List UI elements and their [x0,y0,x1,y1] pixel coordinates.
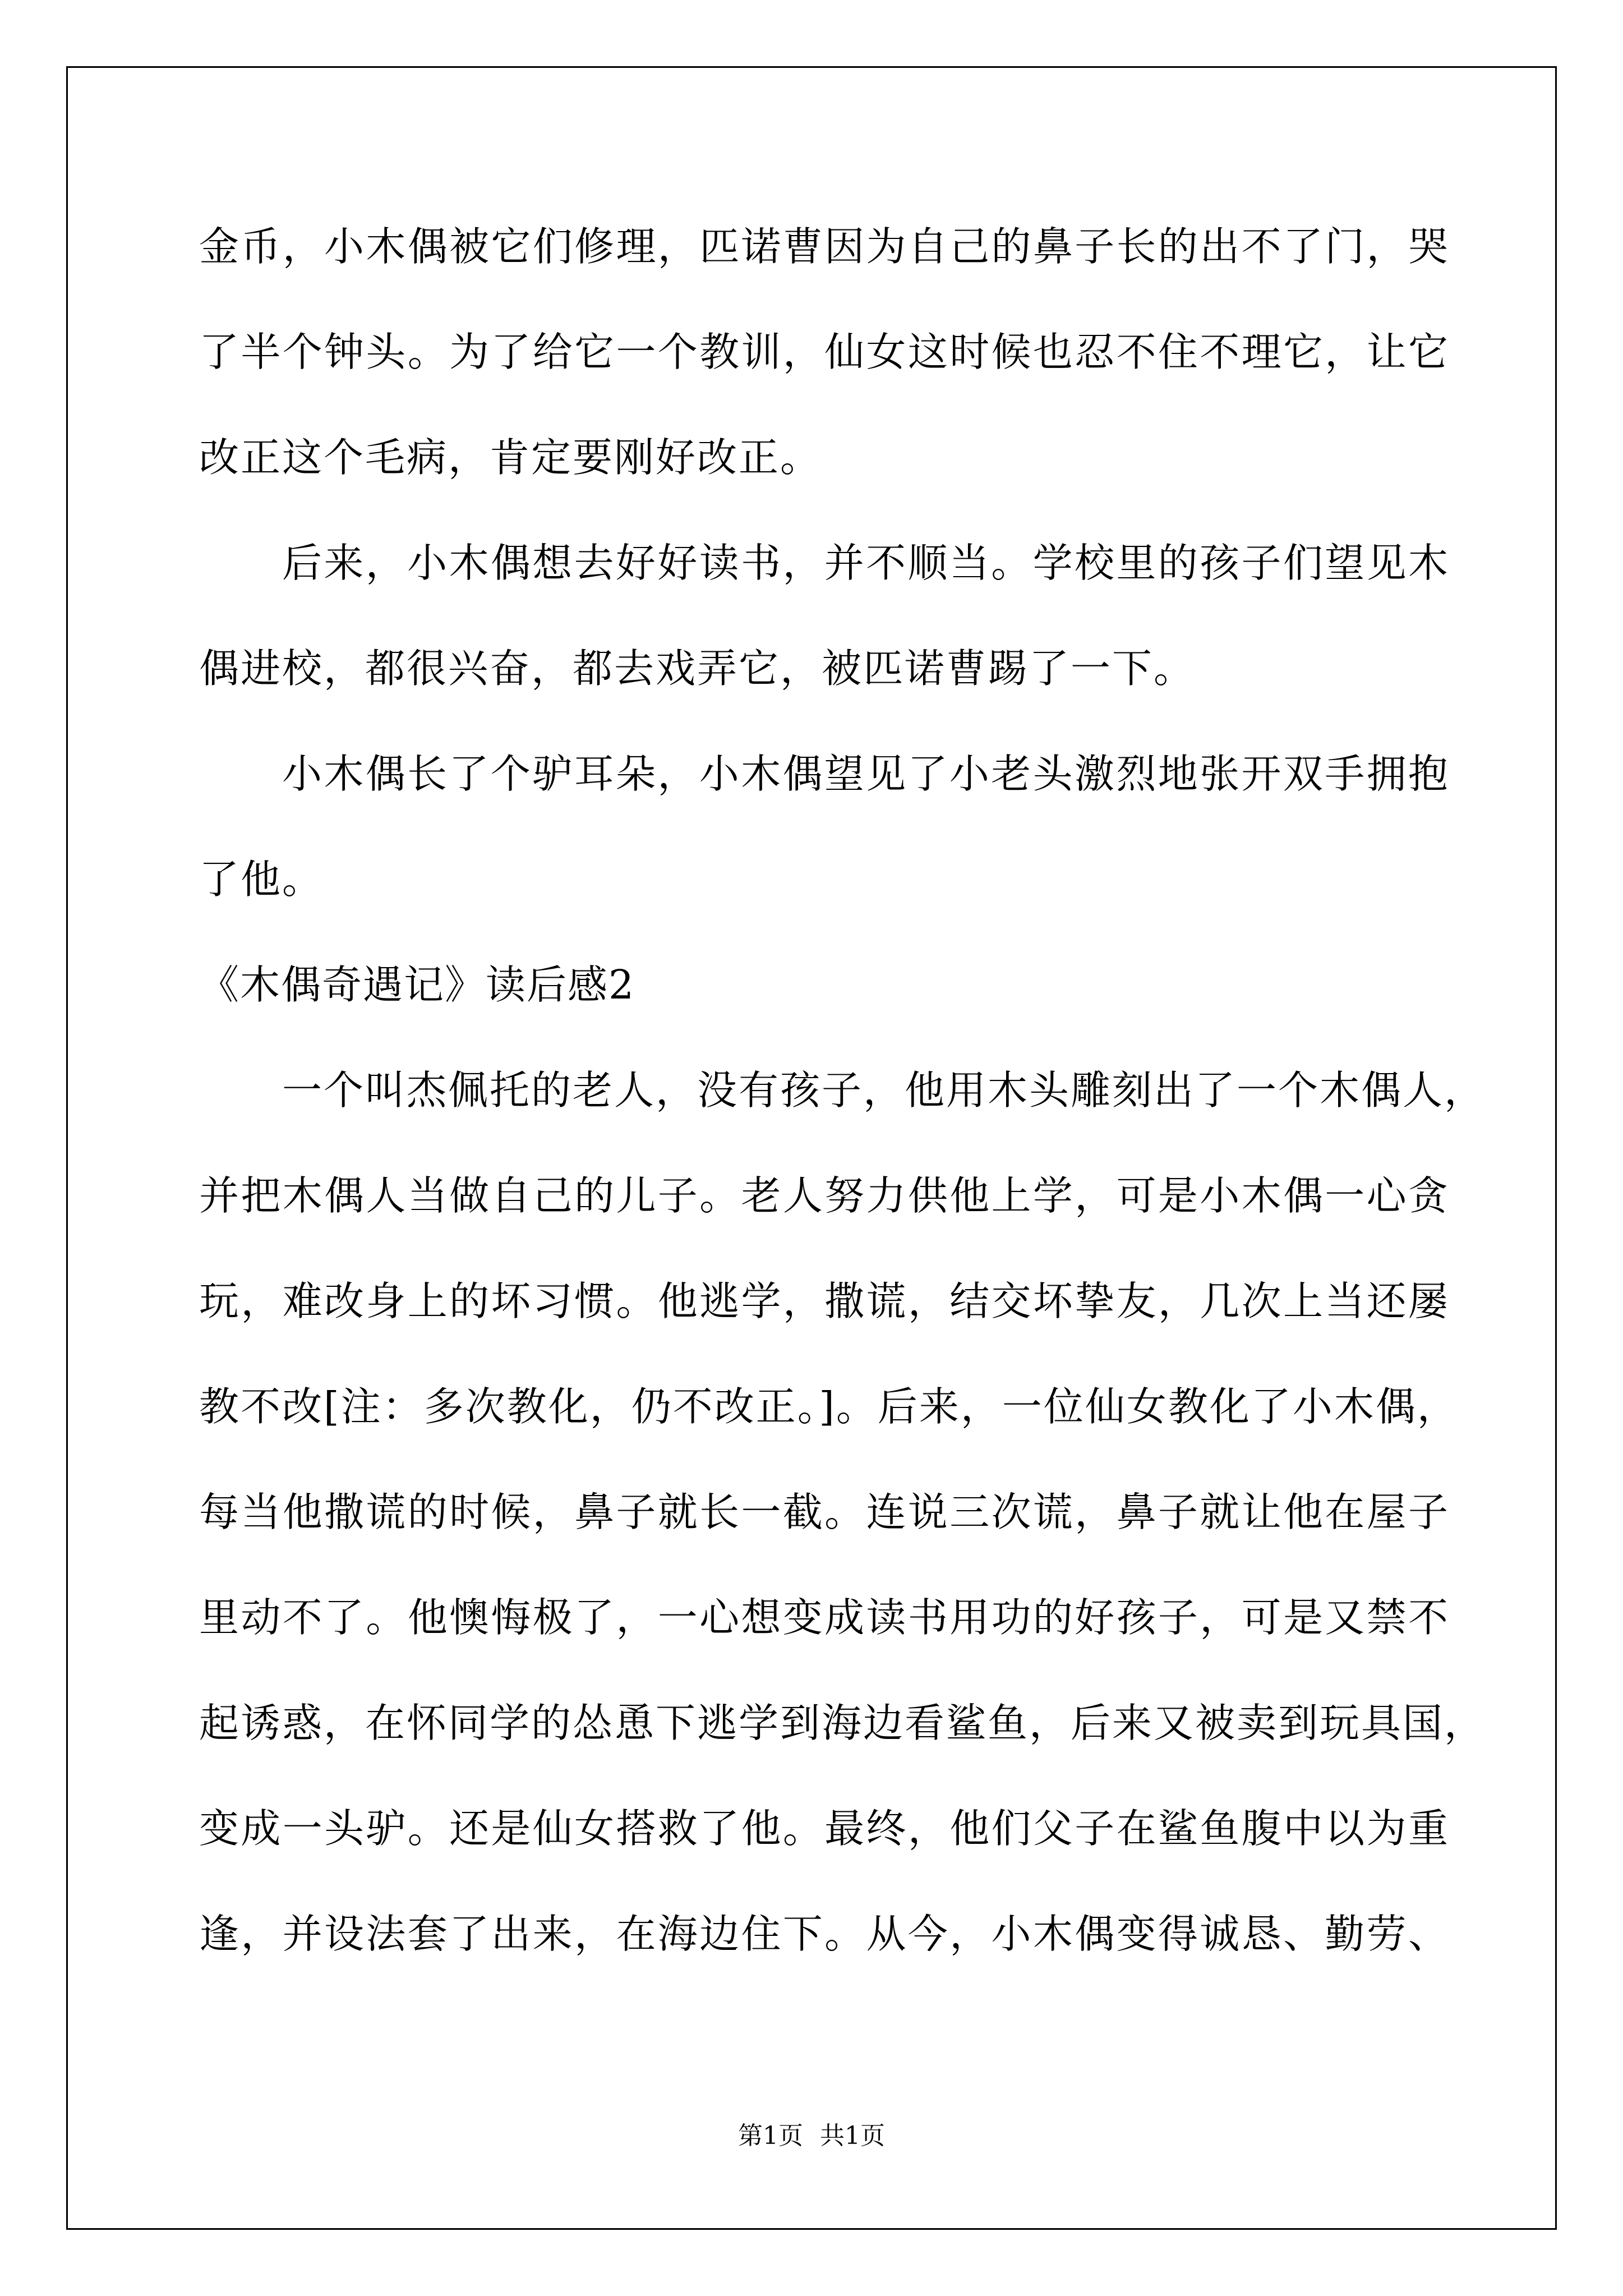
page-number: 第1页 [738,2122,803,2150]
text-line: 里动不了。他懊悔极了，一心想变成读书用功的好孩子，可是又禁不 [199,1594,1450,1641]
text-line: 并把木偶人当做自己的儿子。老人努力供他上学，可是小木偶一心贪 [199,1172,1450,1219]
text-line: 逢，并设法套了出来，在海边住下。从今，小木偶变得诚恳、勤劳、 [199,1911,1450,1957]
text-line: 偶进校，都很兴奋，都去戏弄它，被匹诺曹踢了一下。 [199,645,1196,692]
text-line: 改正这个毛病，肯定要刚好改正。 [199,434,822,481]
page-total: 共1页 [820,2122,885,2150]
section-heading: 《木偶奇遇记》读后感2 [199,961,635,1008]
text-line: 起诱惑，在怀同学的怂恿下逃学到海边看鲨鱼，后来又被卖到玩具国， [199,1700,1486,1746]
text-line: 了他。 [199,856,324,903]
text-line: 变成一头驴。还是仙女搭救了他。最终，他们父子在鲨鱼腹中以为重 [199,1805,1450,1852]
text-line: 教不改[注：多次教化，仍不改正。]。后来，一位仙女教化了小木偶， [199,1383,1459,1430]
text-line: 一个叫杰佩托的老人，没有孩子，他用木头雕刻出了一个木偶人， [282,1067,1486,1114]
text-line: 小木偶长了个驴耳朵，小木偶望见了小老头激烈地张开双手拥抱 [282,751,1450,797]
page-footer [0,2119,1623,2153]
text-line: 每当他撒谎的时候，鼻子就长一截。连说三次谎，鼻子就让他在屋子 [199,1489,1450,1535]
text-line: 玩，难改身上的坏习惯。他逃学，撒谎，结交坏挚友，几次上当还屡 [199,1278,1450,1324]
text-line: 后来，小木偶想去好好读书，并不顺当。学校里的孩子们望见木 [282,540,1450,586]
text-line: 了半个钟头。为了给它一个教训，仙女这时候也忍不住不理它，让它 [199,329,1450,375]
text-line: 金币，小木偶被它们修理，匹诺曹因为自己的鼻子长的出不了门，哭 [199,223,1450,270]
